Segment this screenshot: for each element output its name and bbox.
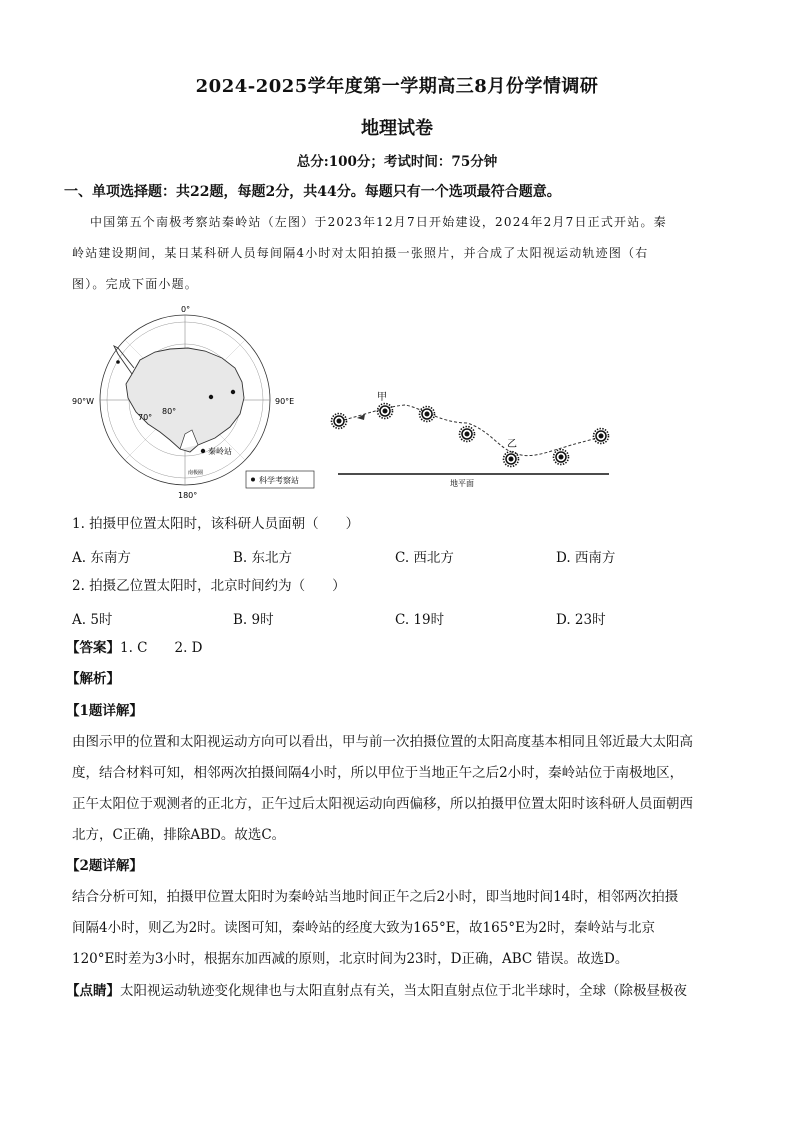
q2-option-d[interactable]: D. 23时	[556, 612, 606, 628]
answer-text: 1. C 2. D	[120, 640, 203, 656]
q1-option-b[interactable]: B. 东北方	[233, 550, 293, 566]
legend-dot	[251, 478, 255, 482]
detail1-tag: 【1题详解】	[66, 703, 143, 719]
sun-1	[332, 414, 347, 429]
q2-stem: 2. 拍摄乙位置太阳时，北京时间约为（ ）	[72, 578, 346, 594]
station-dot-2	[209, 395, 213, 399]
lon-label-90w: 90°W	[72, 397, 95, 406]
lat-label-0: 0°	[181, 305, 191, 314]
answer-tag: 【答案】	[66, 640, 120, 656]
point-row	[66, 982, 726, 1000]
station-dot-1	[116, 360, 120, 364]
detail1-line-1: 由图示甲的位置和太阳视运动方向可以看出，甲与前一次拍摄位置的太阳高度基本相同且邻近最大太阳高	[72, 734, 693, 750]
answer-row	[66, 639, 726, 657]
detail1-line-4: 北方，C正确，排除ABD。故选C。	[72, 827, 286, 843]
legend-label: 科学考察站	[259, 476, 299, 485]
horizon-label: 地平面	[450, 479, 474, 488]
label-yi: 乙	[507, 439, 517, 450]
sun-4	[460, 427, 475, 442]
sun-7	[594, 429, 609, 444]
q1-stem: 1. 拍摄甲位置太阳时，该科研人员面朝（ ）	[72, 516, 360, 532]
section-heading: 一、单项选择题：共22题，每题2分，共44分。每题只有一个选项最符合题意。	[64, 184, 561, 200]
q1-option-c[interactable]: C. 西北方	[395, 550, 454, 566]
sun-jia	[378, 404, 393, 419]
lon-label-90e: 90°E	[275, 397, 295, 406]
lat-label-70: 70°	[138, 413, 153, 422]
q2-option-a[interactable]: A. 5时	[72, 612, 113, 628]
passage-line-3: 图）。完成下面小题。	[72, 277, 199, 291]
sun-6	[554, 450, 569, 465]
passage-line-1: 中国第五个南极考察站秦岭站（左图）于2023年12月7日开始建设，2024年2月7日正式开站。秦	[90, 215, 667, 229]
station-dot-qinling	[201, 449, 205, 453]
q2-option-c[interactable]: C. 19时	[395, 612, 445, 628]
antarctica-map	[70, 302, 320, 502]
detail2-line-1: 结合分析可知，拍摄甲位置太阳时为秦岭站当地时间正午之后2小时，即当地时间14时，相邻两次拍摄	[72, 889, 679, 905]
detail1-line-2: 度，结合材料可知，相邻两次拍摄间隔4小时，所以甲位于当地正午之后2小时，秦岭站位于南极地区，	[72, 765, 684, 781]
station-name-label: 秦岭站	[208, 447, 232, 456]
sun-3	[420, 407, 435, 422]
antarctic-circle-label: 南极圈	[188, 470, 204, 476]
label-jia: 甲	[377, 392, 387, 403]
detail2-tag: 【2题详解】	[66, 858, 143, 874]
q1-option-a[interactable]: A. 东南方	[72, 550, 131, 566]
lat-label-80: 80°	[162, 407, 177, 416]
subject-title: 地理试卷	[361, 118, 433, 139]
point-tag: 【点睛】	[66, 983, 120, 999]
lon-label-180: 180°	[178, 491, 198, 500]
score-time: 总分:100分；考试时间：75分钟	[296, 154, 498, 170]
q2-option-b[interactable]: B. 9时	[233, 612, 274, 628]
station-dot-3	[231, 390, 235, 394]
exam-title: 2024-2025学年度第一学期高三8月份学情调研	[195, 76, 599, 97]
q1-option-d[interactable]: D. 西南方	[556, 550, 616, 566]
sun-path-diagram	[325, 385, 620, 490]
point-text: 太阳视运动轨迹变化规律也与太阳直射点有关，当太阳直射点位于北半球时，全球（除极昼极夜	[120, 983, 687, 999]
detail2-line-3: 120°E时差为3小时，根据东加西减的原则，北京时间为23时，D正确，ABC 错误。故选D。	[72, 951, 629, 967]
passage-line-2: 岭站建设期间，某日某科研人员每间隔4小时对太阳拍摄一张照片，并合成了太阳视运动轨迹图（右	[72, 246, 649, 260]
antarctic-peninsula	[114, 346, 134, 374]
detail1-line-3: 正午太阳位于观测者的正北方，正午过后太阳视运动向西偏移，所以拍摄甲位置太阳时该科研人员面朝西	[72, 796, 693, 812]
detail2-line-2: 间隔4小时，则乙为2时。读图可知，秦岭站的经度大致为165°E，故165°E为2时，秦岭站与北京	[72, 920, 656, 936]
analysis-tag: 【解析】	[66, 671, 120, 687]
